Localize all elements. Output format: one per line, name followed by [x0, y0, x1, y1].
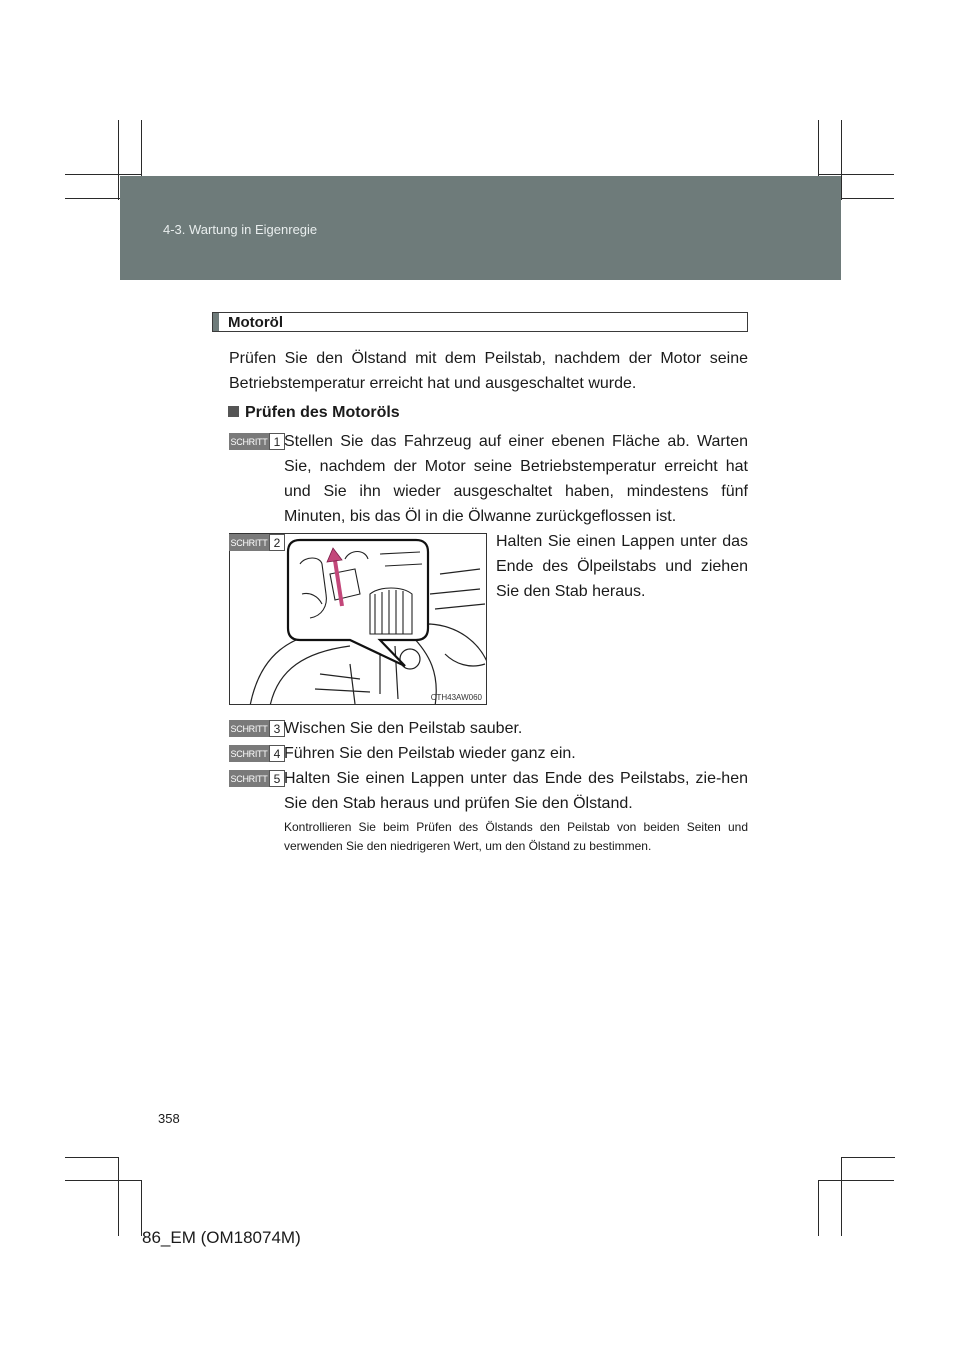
step-number: 3 [269, 720, 285, 737]
step-label: SCHRITT [229, 720, 269, 737]
step-number: 4 [269, 745, 285, 762]
engine-illustration [229, 533, 487, 705]
crop-mark [841, 1158, 842, 1236]
step-label: SCHRITT [229, 770, 269, 787]
section-heading [212, 312, 748, 332]
crop-mark [841, 120, 842, 200]
page-number: 358 [158, 1111, 180, 1126]
step-text-4: Führen Sie den Peilstab wieder ganz ein. [284, 745, 576, 762]
step-text-3: Wischen Sie den Peilstab sauber. [284, 720, 523, 737]
step-text-1: Stellen Sie das Fahrzeug auf einer ebenen Fläche ab. Warten Sie, nachdem der Motor seine Betriebstemperatur erreicht hat und Sie ihn wieder ausgeschaltet haben, mindestens fünf Minuten, bis das Öl in die Ölwanne zurückgeflossen ist. [284, 433, 748, 525]
crop-mark [818, 1180, 894, 1181]
step-number: 1 [269, 433, 285, 450]
note-text: Kontrollieren Sie beim Prüfen des Ölstands den Peilstab von beiden Seiten und verwenden Sie den niedrigeren Wert, um den Ölstand zu bestimmen. [284, 820, 748, 853]
crop-mark [818, 174, 894, 175]
crop-mark [65, 1157, 119, 1158]
step-badge-5 [229, 770, 285, 787]
step-label: SCHRITT [229, 745, 269, 762]
engine-drawing [230, 534, 487, 705]
step-badge-4 [229, 745, 285, 762]
step-number: 2 [269, 534, 285, 551]
bullet-square-icon [228, 406, 239, 417]
step-number: 5 [269, 770, 285, 787]
step-badge-1 [229, 433, 285, 450]
crop-mark [65, 174, 141, 175]
subsection-title: Prüfen des Motoröls [245, 404, 400, 421]
step-label: SCHRITT [229, 433, 269, 450]
crop-mark [818, 1180, 819, 1236]
subsection-heading [228, 404, 400, 422]
section-breadcrumb: 4-3. Wartung in Eigenregie [163, 222, 318, 237]
step-text-2: Halten Sie einen Lappen unter das Ende des Ölpeilstabs und ziehen Sie den Stab heraus. [496, 533, 748, 600]
step-badge-2 [229, 534, 285, 551]
step-text-5: Halten Sie einen Lappen unter das Ende des Peilstabs, zie-hen Sie den Stab heraus und prüfen Sie den Ölstand. [284, 770, 748, 812]
figure-code: CTH43AW060 [430, 693, 482, 702]
crop-mark [118, 120, 119, 200]
section-accent [213, 313, 219, 331]
crop-mark [841, 1157, 895, 1158]
crop-mark [65, 1180, 141, 1181]
step-badge-3 [229, 720, 285, 737]
intro-paragraph: Prüfen Sie den Ölstand mit dem Peilstab, nachdem der Motor seine Betriebstemperatur erreicht hat und ausgeschaltet wurde. [229, 350, 748, 392]
document-code: 86_EM (OM18074M) [142, 1228, 301, 1247]
step-label: SCHRITT [229, 534, 269, 551]
section-title: Motoröl [228, 314, 283, 331]
crop-mark [118, 1158, 119, 1236]
